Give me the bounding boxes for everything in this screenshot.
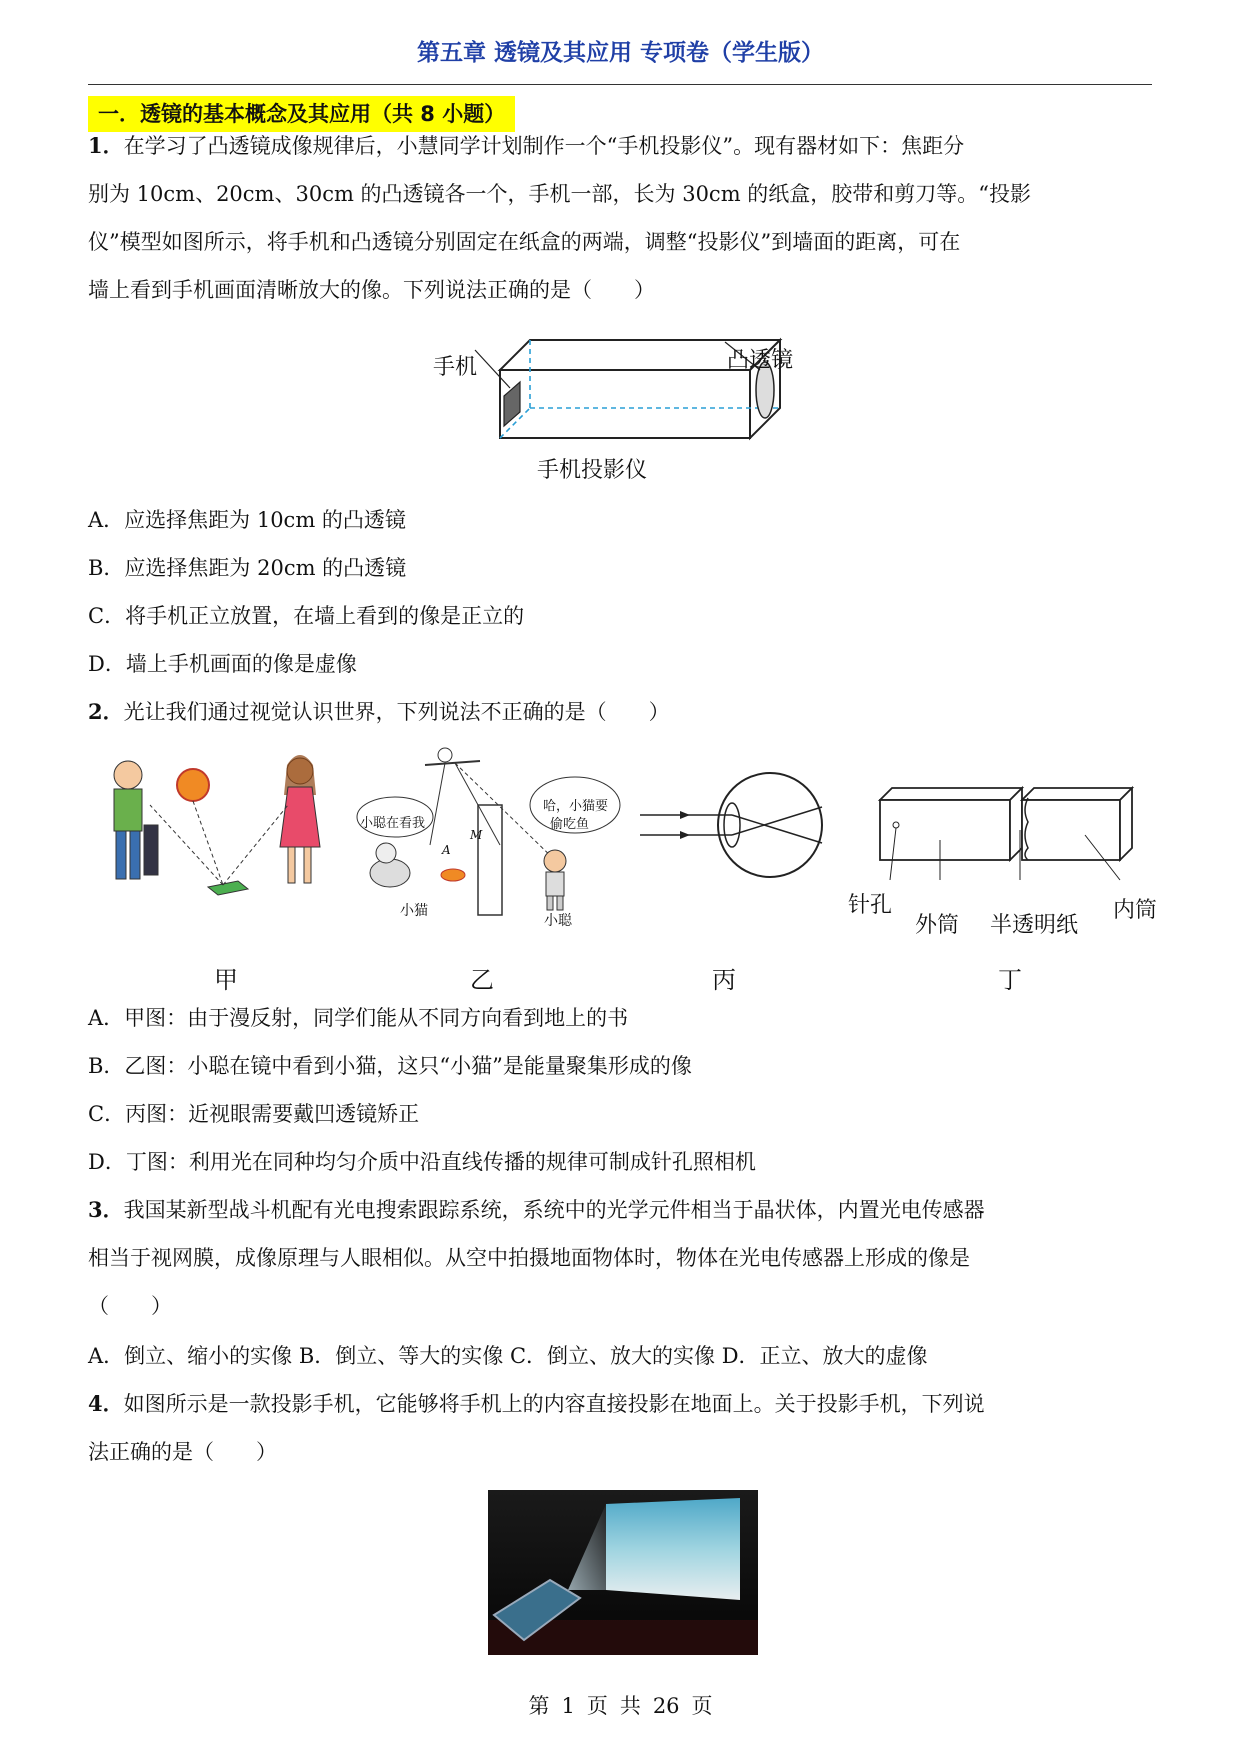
question-2-option-a: A．甲图：由于漫反射，同学们能从不同方向看到地上的书 bbox=[88, 1006, 629, 1030]
pinhole-label: 针孔 bbox=[848, 893, 893, 918]
sun-icon bbox=[177, 769, 209, 801]
point-a-label: A bbox=[442, 843, 451, 857]
bubble-cat-text: 小聪在看我 bbox=[360, 816, 426, 831]
phone-label: 手机 bbox=[433, 355, 478, 380]
question-4-line-2: 法正确的是（ ） bbox=[88, 1440, 277, 1464]
boy-icon bbox=[544, 850, 566, 872]
bubble-boy-text-2: 偷吃鱼 bbox=[550, 817, 590, 832]
projected-screen bbox=[606, 1498, 740, 1600]
mirror-shape bbox=[478, 805, 502, 915]
figure-label-yi: 乙 bbox=[470, 966, 494, 994]
book-icon bbox=[208, 881, 248, 895]
question-3-line-1: 3．我国某新型战斗机配有光电搜索跟踪系统，系统中的光学元件相当于晶状体，内置光电传感器 bbox=[88, 1197, 985, 1222]
figure-yi bbox=[350, 745, 640, 935]
bubble-boy-text-1: 哈，小猫要 bbox=[543, 799, 609, 814]
pinhole-shape bbox=[893, 822, 899, 828]
fish-icon bbox=[441, 869, 465, 881]
header-divider bbox=[88, 84, 1152, 85]
question-1-line-4: 墙上看到手机画面清晰放大的像。下列说法正确的是（ ） bbox=[88, 278, 655, 302]
current-page: 1 bbox=[561, 1694, 575, 1718]
question-1-number: 1． bbox=[88, 133, 124, 158]
question-2-option-c: C．丙图：近视眼需要戴凹透镜矫正 bbox=[88, 1102, 420, 1126]
question-2-stem: 2．光让我们通过视觉认识世界，下列说法不正确的是（ ） bbox=[88, 699, 670, 724]
question-1-line-3: 仪”模型如图所示，将手机和凸透镜分别固定在纸盒的两端，调整“投影仪”到墙面的距离，可在 bbox=[88, 230, 961, 254]
boy-label: 小聪 bbox=[544, 913, 572, 929]
question-1-option-a: A．应选择焦距为 10cm 的凸透镜 bbox=[88, 508, 406, 532]
question-1-option-d: D．墙上手机画面的像是虚像 bbox=[88, 652, 357, 676]
question-2-option-b: B．乙图：小聪在镜中看到小猫，这只“小猫”是能量聚集形成的像 bbox=[88, 1054, 692, 1078]
point-m-label: M bbox=[470, 828, 483, 842]
projector-phone-photo bbox=[488, 1490, 758, 1655]
section-title: 一．透镜的基本概念及其应用（共 8 小题） bbox=[88, 96, 515, 132]
figure-label-jia: 甲 bbox=[214, 966, 238, 994]
figure-ding bbox=[870, 780, 1160, 890]
total-pages: 26 bbox=[652, 1694, 680, 1718]
question-2-option-d: D．丁图：利用光在同种均匀介质中沿直线传播的规律可制成针孔照相机 bbox=[88, 1150, 756, 1174]
figure-caption: 手机投影仪 bbox=[537, 458, 648, 483]
question-3-line-2: 相当于视网膜，成像原理与人眼相似。从空中拍摄地面物体时，物体在光电传感器上形成的像是 bbox=[88, 1246, 970, 1270]
page-header-title: 第五章 透镜及其应用 专项卷（学生版） bbox=[416, 40, 824, 66]
cat-icon bbox=[370, 859, 410, 887]
lamp-icon bbox=[438, 748, 452, 762]
question-2-number: 2． bbox=[88, 699, 124, 724]
question-1-line-1: 1．在学习了凸透镜成像规律后，小慧同学计划制作一个“手机投影仪”。现有器材如下：焦距分 bbox=[88, 133, 965, 158]
cat-label: 小猫 bbox=[400, 903, 428, 919]
inner-tube-label: 内筒 bbox=[1113, 898, 1158, 923]
question-4 bbox=[88, 1380, 1158, 1476]
figure-jia bbox=[88, 745, 338, 905]
question-3 bbox=[88, 1186, 1158, 1330]
figure-label-ding: 丁 bbox=[998, 966, 1022, 994]
lens-label: 凸透镜 bbox=[727, 348, 794, 373]
question-3-number: 3． bbox=[88, 1197, 124, 1222]
figure-bing bbox=[640, 765, 840, 885]
page-footer: 第 1 页 共 26 页 bbox=[528, 1694, 713, 1718]
question-1-option-c: C．将手机正立放置，在墙上看到的像是正立的 bbox=[88, 604, 525, 628]
paper-label: 半透明纸 bbox=[990, 913, 1079, 938]
question-1 bbox=[88, 122, 1158, 314]
question-4-number: 4． bbox=[88, 1391, 124, 1416]
question-3-options: A．倒立、缩小的实像 B．倒立、等大的实像 C．倒立、放大的实像 D．正立、放大的虚像 bbox=[88, 1344, 928, 1368]
question-1-option-b: B．应选择焦距为 20cm 的凸透镜 bbox=[88, 556, 407, 580]
question-3-line-3: （ ） bbox=[88, 1294, 172, 1318]
outer-tube-label: 外筒 bbox=[915, 913, 960, 938]
figure-label-bing: 丙 bbox=[712, 966, 736, 994]
question-1-line-2: 别为 10cm、20cm、30cm 的凸透镜各一个，手机一部，长为 30cm 的纸盒，胶带和剪刀等。“投影 bbox=[88, 182, 1032, 206]
question-4-line-1: 4．如图所示是一款投影手机，它能够将手机上的内容直接投影在地面上。关于投影手机，下列说 bbox=[88, 1391, 985, 1416]
